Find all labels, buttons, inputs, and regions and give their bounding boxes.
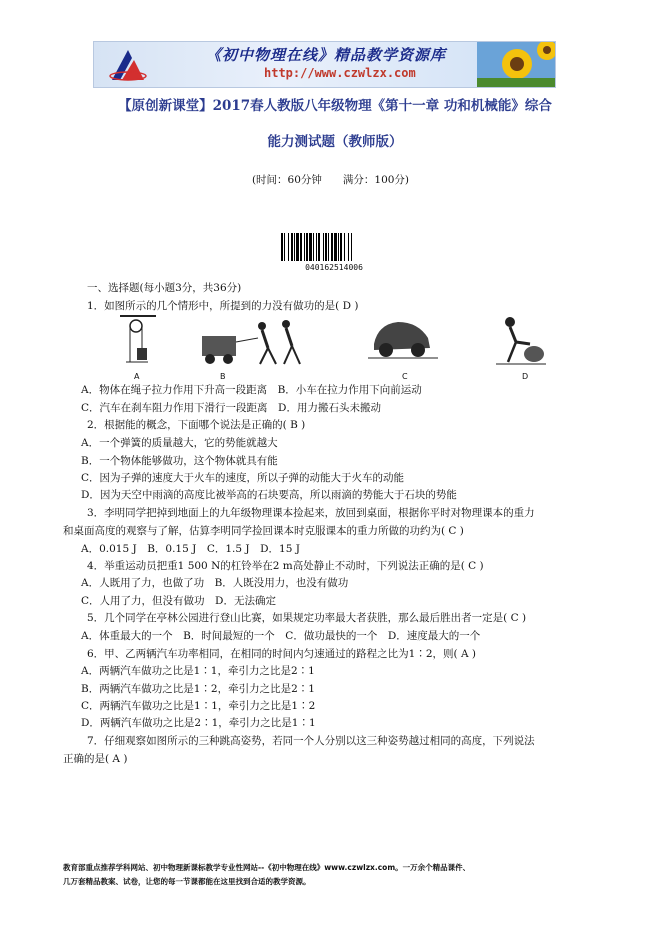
question-line: A．0.015 J B．0.15 J C．1.5 J D．15 J (81, 543, 300, 555)
barcode-bar (344, 233, 345, 261)
braking-car-figure (368, 314, 438, 364)
figure-label-c: C (402, 372, 408, 381)
question1-figures (118, 314, 548, 382)
barcode-bar (304, 233, 305, 261)
question-line: A．物体在绳子拉力作用下升高一段距离 B．小车在拉力作用下向前运动 (81, 384, 422, 396)
question-line: A．体重最大的一个 B．时间最短的一个 C．做功最快的一个 D．速度最大的一个 (81, 630, 481, 642)
sunflower-image (477, 42, 555, 87)
barcode-bar (325, 233, 327, 261)
cart-pulling-figure (198, 318, 308, 368)
barcode-bar (340, 233, 342, 261)
question-line: C．汽车在刹车阻力作用下滑行一段距离 D．用力搬石头未搬动 (81, 402, 381, 414)
barcode-bar (313, 233, 314, 261)
footer-line1: 教育部重点推荐学科网站、初中物理新课标教学专业性网站--《初中物理在线》www.czwlzx.com。一万余个精品课件、 (63, 863, 471, 872)
question-line: C．因为子弹的速度大于火车的速度，所以子弹的动能大于火车的动能 (81, 472, 405, 484)
barcode-bar (351, 233, 352, 261)
barcode-bar (294, 233, 295, 261)
question-line: 2．根据能的概念，下面哪个说法是正确的( B ) (87, 419, 306, 431)
barcode-bar (306, 233, 308, 261)
pulley-figure (118, 314, 158, 366)
exam-meta: (时间：60分钟 满分：100分) (251, 174, 410, 186)
barcode-bar (328, 233, 329, 261)
barcode-bar (323, 233, 324, 261)
document-title-line2: 能力测试题（教师版） (267, 134, 403, 150)
document-title-line1: 【原创新课堂】2017春人教版八年级物理《第十一章 功和机械能》综合 (118, 98, 552, 114)
question-line: 6．甲、乙两辆汽车功率相同，在相同的时间内匀速通过的路程之比为1∶2，则( A ) (87, 648, 476, 660)
figure-label-b: B (220, 372, 226, 381)
question-line: B．两辆汽车做功之比是1∶2，牵引力之比是2∶1 (81, 683, 315, 695)
barcode-bar (288, 233, 289, 261)
site-banner (93, 41, 556, 88)
question-line: A．两辆汽车做功之比是1∶1，牵引力之比是2∶1 (81, 665, 315, 677)
question-line: A．一个弹簧的质量越大，它的势能就越大 (81, 437, 278, 449)
question-line: D．两辆汽车做功之比是2∶1，牵引力之比是1∶1 (81, 717, 316, 729)
banner-title: 《初中物理在线》精品教学资源库 (206, 46, 447, 64)
footer-line2: 几万套精品教案、试卷，让您的每一节课都能在这里找到合适的教学资源。 (63, 877, 311, 886)
barcode-image (279, 233, 389, 266)
barcode-bar (281, 233, 283, 261)
section-title: 一、选择题(每小题3分，共36分) (87, 282, 242, 294)
barcode-bar (309, 233, 312, 261)
barcode-bar (348, 233, 349, 261)
question-line: C．人用了力，但没有做功 D．无法确定 (81, 595, 276, 607)
question-line: 1．如图所示的几个情形中，所提到的力没有做功的是( D ) (87, 300, 359, 312)
banner-url[interactable]: http://www.czwlzx.com (264, 66, 416, 80)
barcode-bar (334, 233, 337, 261)
question-line: 5．几个同学在亭林公园进行登山比赛，如果规定功率最大者获胜，那么最后胜出者一定是( C ) (87, 612, 527, 624)
figure-label-a: A (134, 372, 140, 381)
question-line: 3．李明同学把掉到地面上的九年级物理课本捡起来，放回到桌面，根据你平时对物理课本的重力 (87, 507, 535, 519)
barcode-bar (300, 233, 302, 261)
barcode-bar (331, 233, 333, 261)
figure-label-d: D (522, 372, 529, 381)
site-logo-icon (108, 46, 148, 83)
barcode-bar (318, 233, 320, 261)
question-line: D．因为天空中雨滴的高度比被举高的石块要高，所以雨滴的势能大于石块的势能 (81, 489, 457, 501)
barcode-bar (284, 233, 285, 261)
pushing-rock-figure (496, 314, 546, 368)
question-line: 正确的是( A ) (63, 753, 128, 765)
question-line: A．人既用了力，也做了功 B．人既没用力，也没有做功 (81, 577, 349, 589)
question-line: 4．举重运动员把重1 500 N的杠铃举在2 m高处静止不动时，下列说法正确的是( C ) (87, 560, 484, 572)
barcode-bar (338, 233, 339, 261)
question-line: 和桌面高度的观察与了解，估算李明同学捡回课本时克服课本的重力所做的功约为( C ) (63, 525, 464, 537)
question-line: 7．仔细观察如图所示的三种跳高姿势，若同一个人分别以这三种姿势越过相同的高度，下列说法 (87, 735, 535, 747)
question-line: C．两辆汽车做功之比是1∶1，牵引力之比是1∶2 (81, 700, 316, 712)
question-line: B．一个物体能够做功，这个物体就具有能 (81, 455, 278, 467)
barcode-bar (291, 233, 293, 261)
barcode-bar (316, 233, 317, 261)
barcode-bar (296, 233, 299, 261)
barcode-number: 040162514006 (305, 263, 363, 272)
